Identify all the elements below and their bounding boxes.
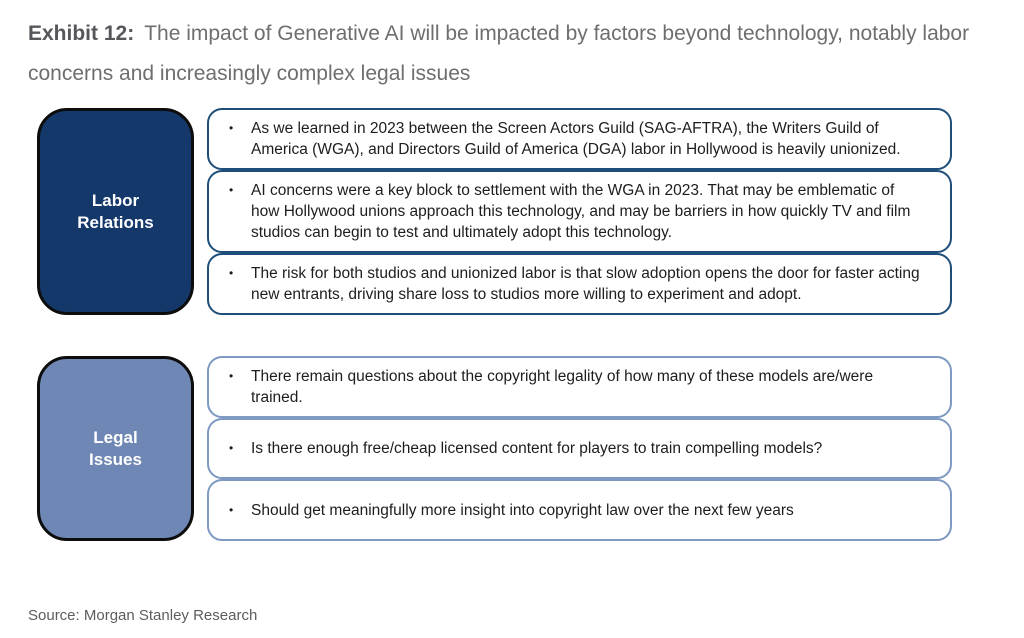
bullet-icon: • bbox=[229, 502, 234, 517]
section-legal-issues bbox=[37, 356, 996, 541]
exhibit-title bbox=[28, 14, 990, 94]
list-item bbox=[227, 118, 926, 160]
exhibit-title-text: The impact of Generative AI will be impacted by factors beyond technology, notably labor concerns and increasingly complex legal issues bbox=[28, 22, 970, 85]
bullet-text: There remain questions about the copyright legality of how many of these models are/were trained. bbox=[251, 368, 874, 406]
list-item bbox=[227, 180, 926, 243]
labor-bullet-box-1 bbox=[207, 108, 952, 170]
legal-issues-category-box: Legal Issues bbox=[37, 356, 194, 541]
bullet-text: As we learned in 2023 between the Screen Actors Guild (SAG-AFTRA), the Writers Guild of America (WGA), and Directors Guild of America (DGA) labor in Hollywood is heavily unionized. bbox=[251, 120, 901, 158]
bullet-text: The risk for both studios and unionized labor is that slow adoption opens the door for faster acting new entrants, driving share loss to studios more willing to experiment and adopt. bbox=[251, 265, 920, 303]
bullet-icon: • bbox=[229, 266, 234, 280]
bullet-text: AI concerns were a key block to settlement with the WGA in 2023. That may be emblematic of how Hollywood unions approach this technology, and may be barriers in how quickly TV and film studios can begin to test and ultimately adopt this technology. bbox=[251, 182, 911, 241]
bullet-icon: • bbox=[229, 121, 234, 135]
bullet-icon: • bbox=[229, 183, 234, 197]
list-item bbox=[227, 500, 794, 521]
source-attribution: Source: Morgan Stanley Research bbox=[28, 607, 258, 624]
sections-container bbox=[28, 108, 996, 541]
labor-bullet-box-2 bbox=[207, 170, 952, 253]
exhibit-number: Exhibit 12: bbox=[28, 22, 135, 45]
list-item bbox=[227, 263, 926, 305]
bullet-icon: • bbox=[229, 369, 234, 383]
labor-bullet-box-3 bbox=[207, 253, 952, 315]
labor-relations-category-box: Labor Relations bbox=[37, 108, 194, 315]
legal-bullet-box-2 bbox=[207, 418, 952, 479]
bullet-text: Is there enough free/cheap licensed content for players to train compelling models? bbox=[251, 440, 823, 457]
legal-bullet-box-3 bbox=[207, 479, 952, 541]
bullet-icon: • bbox=[229, 441, 234, 455]
legal-bullet-box-1 bbox=[207, 356, 952, 418]
list-item bbox=[227, 366, 926, 408]
labor-relations-bullets bbox=[207, 108, 952, 315]
bullet-text: Should get meaningfully more insight into copyright law over the next few years bbox=[251, 501, 794, 519]
list-item bbox=[227, 438, 822, 459]
section-labor-relations bbox=[37, 108, 996, 315]
legal-issues-bullets bbox=[207, 356, 952, 541]
